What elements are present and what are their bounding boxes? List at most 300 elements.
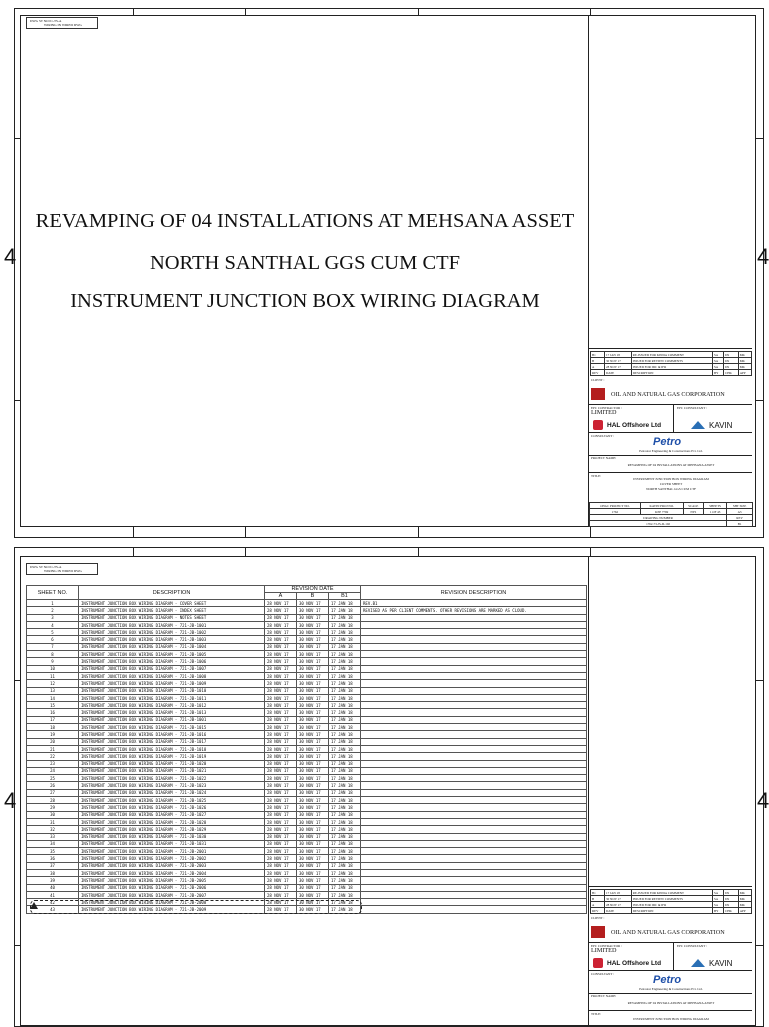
rev-b-date-cell: 30 NOV 17: [297, 738, 329, 745]
revision-note-cell: [361, 731, 587, 738]
rev-b1-date-cell: 17 JAN 18: [329, 797, 361, 804]
revision-note-cell: [361, 906, 587, 913]
rev-b1-date-cell: 17 JAN 18: [329, 884, 361, 891]
rev-b1-date-cell: 17 JAN 18: [329, 906, 361, 913]
rev-b1-date-cell: 17 JAN 18: [329, 745, 361, 752]
description-header: DESCRIPTION: [79, 586, 265, 600]
revision-by-header: BY: [713, 370, 724, 376]
revision-app-header: APP: [738, 908, 751, 914]
revision-rev-cell: B: [591, 358, 605, 364]
rev-b-date-cell: 30 NOV 17: [297, 869, 329, 876]
hal-logo-icon: [593, 958, 603, 968]
sheet-no-cell: 11: [27, 672, 79, 679]
sheet-no-header: SHEET NO.: [27, 586, 79, 600]
rev-a-date-cell: 28 NOV 17: [265, 782, 297, 789]
revision-note-cell: [361, 789, 587, 796]
rev-b1-date-cell: 17 JAN 18: [329, 877, 361, 884]
zone-tick: [14, 945, 20, 946]
rev-b1-date-cell: 17 JAN 18: [329, 753, 361, 760]
revision-note-cell: [361, 891, 587, 898]
rev-a-date-cell: 28 NOV 17: [265, 760, 297, 767]
revision-note-cell: [361, 760, 587, 767]
rev-b1-date-cell: 17 JAN 18: [329, 811, 361, 818]
table-row: [27, 884, 587, 891]
revision-app-cell: MK: [738, 902, 751, 908]
divider: [589, 942, 752, 943]
rev-header: REV: [727, 515, 753, 521]
drawing-title: INSTRUMENT JUNCTION BOX WIRING DIAGRAM: [633, 477, 709, 481]
rev-value: B1: [727, 521, 753, 527]
description-cell: INSTRUMENT JUNCTION BOX WIRING DIAGRAM - 721-JB-1025: [79, 797, 265, 804]
rev-b1-date-cell: 17 JAN 18: [329, 724, 361, 731]
sheet-no-cell: 27: [27, 789, 79, 796]
sheet-no-cell: 41: [27, 891, 79, 898]
table-row: [27, 848, 587, 855]
rev-b-date-cell: 30 NOV 17: [297, 826, 329, 833]
table-row: [27, 855, 587, 862]
rev-b-date-cell: 30 NOV 17: [297, 716, 329, 723]
sheet-no-cell: 19: [27, 731, 79, 738]
client-name: OIL AND NATURAL GAS CORPORATION LIMITED: [591, 390, 725, 416]
consultant-name: KAVIN: [709, 958, 733, 968]
sheet-no-cell: 16: [27, 709, 79, 716]
consultant-label: CONSULTANT :: [591, 972, 615, 976]
revision-note-cell: [361, 738, 587, 745]
table-row: [27, 694, 587, 701]
rev-a-date-cell: 28 NOV 17: [265, 826, 297, 833]
revision-by-cell: SA: [713, 896, 724, 902]
rev-b-date-cell: 30 NOV 17: [297, 891, 329, 898]
revision-date-header: REVISION DATE: [265, 586, 361, 593]
rev-b1-date-cell: 17 JAN 18: [329, 818, 361, 825]
table-row: [27, 775, 587, 782]
rev-b1-date-cell: 17 JAN 18: [329, 840, 361, 847]
rev-a-date-cell: 28 NOV 17: [265, 869, 297, 876]
revision-note-cell: [361, 848, 587, 855]
zone-tick: [245, 527, 246, 538]
description-cell: INSTRUMENT JUNCTION BOX WIRING DIAGRAM - 721-JB-2006: [79, 884, 265, 891]
drawing-location: NORTH SANTHAL GGS CUM CTF: [646, 487, 696, 491]
table-row: [27, 767, 587, 774]
revision-chk-cell: DS: [724, 358, 739, 364]
divider: [589, 348, 752, 349]
rev-b1-date-cell: 17 JAN 18: [329, 694, 361, 701]
rev-a-date-cell: 28 NOV 17: [265, 643, 297, 650]
rev-a-date-cell: 28 NOV 17: [265, 709, 297, 716]
rev-a-date-cell: 28 NOV 17: [265, 877, 297, 884]
sheet-no-cell: 31: [27, 818, 79, 825]
table-row: [27, 782, 587, 789]
revision-note-cell: [361, 862, 587, 869]
revision-note-cell: [361, 833, 587, 840]
sheets-value: 1 OF 43: [704, 509, 727, 515]
rev-b-date-cell: 30 NOV 17: [297, 862, 329, 869]
scale-value: NTS: [683, 509, 704, 515]
table-row: [27, 760, 587, 767]
description-cell: INSTRUMENT JUNCTION BOX WIRING DIAGRAM - 721-JB-1012: [79, 702, 265, 709]
sheet-no-cell: 3: [27, 614, 79, 621]
revision-rev-cell: B1: [591, 890, 605, 896]
revision-desc-cell: RE-ISSUED FOR KINDA COMMENT: [631, 352, 712, 358]
description-cell: INSTRUMENT JUNCTION BOX WIRING DIAGRAM - 721-JB-1005: [79, 651, 265, 658]
rev-b1-date-cell: 17 JAN 18: [329, 687, 361, 694]
rev-a-date-cell: 28 NOV 17: [265, 753, 297, 760]
zone-tick: [133, 8, 134, 15]
revision-note-cell: [361, 687, 587, 694]
rev-b-header: B: [297, 593, 329, 600]
hal-logo-icon: [593, 420, 603, 430]
description-cell: INSTRUMENT JUNCTION BOX WIRING DIAGRAM - 721-JB-2001: [79, 848, 265, 855]
description-cell: INSTRUMENT JUNCTION BOX WIRING DIAGRAM - 721-JB-1010: [79, 687, 265, 694]
rev-b-date-cell: 30 NOV 17: [297, 614, 329, 621]
description-cell: INSTRUMENT JUNCTION BOX WIRING DIAGRAM - 721-JB-2004: [79, 869, 265, 876]
table-row: [27, 862, 587, 869]
description-cell: INSTRUMENT JUNCTION BOX WIRING DIAGRAM - 721-JB-1009: [79, 680, 265, 687]
table-row: [27, 680, 587, 687]
revision-note-cell: REV.B1: [361, 600, 587, 607]
rev-a-date-cell: 28 NOV 17: [265, 621, 297, 628]
zone-tick: [418, 527, 419, 538]
divider: [589, 432, 752, 433]
table-row: [27, 738, 587, 745]
rev-a-date-cell: 28 NOV 17: [265, 855, 297, 862]
table-row: [27, 891, 587, 898]
rev-b1-date-cell: 17 JAN 18: [329, 636, 361, 643]
revision-note-cell: [361, 636, 587, 643]
description-cell: INSTRUMENT JUNCTION BOX WIRING DIAGRAM - 721-JB-1024: [79, 789, 265, 796]
cover-title-line3: INSTRUMENT JUNCTION BOX WIRING DIAGRAM: [70, 290, 540, 312]
revision-note-cell: [361, 804, 587, 811]
sheet-no-cell: 33: [27, 833, 79, 840]
drawing-title: INSTRUMENT JUNCTION BOX WIRING DIAGRAM: [633, 1017, 709, 1021]
sheet-no-cell: 24: [27, 767, 79, 774]
revision-chk-cell: DS: [724, 352, 739, 358]
rev-b1-date-cell: 17 JAN 18: [329, 665, 361, 672]
rev-b-date-cell: 30 NOV 17: [297, 672, 329, 679]
table-row: [27, 869, 587, 876]
rev-b1-date-cell: 17 JAN 18: [329, 848, 361, 855]
rev-b1-date-cell: 17 JAN 18: [329, 716, 361, 723]
revision-rev-header: REV: [591, 370, 605, 376]
revision-date-cell: 17 JAN 18: [605, 352, 632, 358]
rev-a-date-cell: 28 NOV 17: [265, 665, 297, 672]
rev-a-date-cell: 28 NOV 17: [265, 797, 297, 804]
sheet-no-cell: 26: [27, 782, 79, 789]
rev-b1-date-cell: 17 JAN 18: [329, 789, 361, 796]
table-row: [27, 651, 587, 658]
description-cell: INSTRUMENT JUNCTION BOX WIRING DIAGRAM - 721-JB-1030: [79, 833, 265, 840]
rev-b-date-cell: 30 NOV 17: [297, 775, 329, 782]
sheet-no-cell: 22: [27, 753, 79, 760]
description-cell: INSTRUMENT JUNCTION BOX WIRING DIAGRAM - 721-JB-2009: [79, 906, 265, 913]
zone-mark: 4: [757, 788, 769, 813]
revision-by-cell: SA: [713, 364, 724, 370]
revision-header-row: [591, 370, 752, 376]
scale-header: SCALE: [683, 503, 704, 509]
rev-a-date-cell: 28 NOV 17: [265, 687, 297, 694]
revision-header-row: [591, 908, 752, 914]
epc-divider: [673, 404, 674, 432]
rev-b1-date-cell: 17 JAN 18: [329, 767, 361, 774]
revision-date-cell: 17 JAN 18: [605, 890, 632, 896]
revision-note-cell: [361, 621, 587, 628]
client-name: OIL AND NATURAL GAS CORPORATION LIMITED: [591, 928, 725, 954]
sheet-no-cell: 17: [27, 716, 79, 723]
sheet-no-cell: 36: [27, 855, 79, 862]
table-row: [27, 840, 587, 847]
revision-by-cell: SA: [713, 352, 724, 358]
rev-b-date-cell: 30 NOV 17: [297, 804, 329, 811]
rev-a-date-cell: 28 NOV 17: [265, 891, 297, 898]
rev-a-date-cell: 28 NOV 17: [265, 614, 297, 621]
rev-b-date-cell: 30 NOV 17: [297, 753, 329, 760]
zone-mark: 4: [4, 788, 17, 813]
rev-b1-date-cell: 17 JAN 18: [329, 891, 361, 898]
petro-subtitle: Petrostar Engineering & Constructions Pvt. Ltd.: [639, 449, 703, 453]
rev-b1-date-cell: 17 JAN 18: [329, 775, 361, 782]
divider: [589, 1010, 752, 1011]
rev-b1-date-cell: 17 JAN 18: [329, 680, 361, 687]
revision-note-cell: [361, 702, 587, 709]
revision-rev-cell: B1: [591, 352, 605, 358]
rev-b1-date-cell: 17 JAN 18: [329, 782, 361, 789]
rev-b-date-cell: 30 NOV 17: [297, 833, 329, 840]
sheet-no-cell: 42: [27, 899, 79, 906]
revision-note-cell: [361, 651, 587, 658]
cover-title-line1: REVAMPING OF 04 INSTALLATIONS AT MEHSANA ASSET: [35, 210, 575, 232]
kavin-logo-icon: [691, 959, 705, 967]
revision-note-cell: [361, 629, 587, 636]
rev-b1-date-cell: 17 JAN 18: [329, 738, 361, 745]
description-cell: INSTRUMENT JUNCTION BOX WIRING DIAGRAM - 721-JB-1023: [79, 782, 265, 789]
revision-note-cell: [361, 709, 587, 716]
table-row: [27, 614, 587, 621]
sheet-no-cell: 8: [27, 651, 79, 658]
revision-note-cell: [361, 694, 587, 701]
revision-note-cell: [361, 826, 587, 833]
zone-tick: [133, 547, 134, 556]
stamp-line: DWG ST NO 01-TS-A: [30, 19, 62, 23]
revision-desc-cell: ISSUED FOR REVIEW COMMENTS: [631, 896, 712, 902]
rev-a-date-cell: 28 NOV 17: [265, 818, 297, 825]
rev-b-date-cell: 30 NOV 17: [297, 899, 329, 906]
revision-note-cell: [361, 753, 587, 760]
revision-app-header: APP: [738, 370, 751, 376]
sheet-no-cell: 20: [27, 738, 79, 745]
zone-tick: [14, 138, 20, 139]
rev-b1-date-cell: 17 JAN 18: [329, 804, 361, 811]
rev-b-date-cell: 30 NOV 17: [297, 702, 329, 709]
description-cell: INSTRUMENT JUNCTION BOX WIRING DIAGRAM - 721-JB-1022: [79, 775, 265, 782]
zone-tick: [418, 547, 419, 556]
description-cell: INSTRUMENT JUNCTION BOX WIRING DIAGRAM - 721-JB-1029: [79, 826, 265, 833]
rev-b-date-cell: 30 NOV 17: [297, 600, 329, 607]
description-cell: INSTRUMENT JUNCTION BOX WIRING DIAGRAM - 721-JB-2002: [79, 855, 265, 862]
revision-note-cell: [361, 665, 587, 672]
sheet-no-cell: 40: [27, 884, 79, 891]
rev-a-date-cell: 28 NOV 17: [265, 636, 297, 643]
description-cell: INSTRUMENT JUNCTION BOX WIRING DIAGRAM - 721-JB-1021: [79, 767, 265, 774]
revision-by-cell: SA: [713, 902, 724, 908]
zone-tick: [245, 547, 246, 556]
description-cell: INSTRUMENT JUNCTION BOX WIRING DIAGRAM - 721-JB-1013: [79, 709, 265, 716]
revision-note-cell: [361, 643, 587, 650]
rev-b1-date-cell: 17 JAN 18: [329, 614, 361, 621]
revision-note-cell: [361, 797, 587, 804]
table-row: [27, 600, 587, 607]
divider: [589, 404, 752, 405]
revision-note-cell: [361, 775, 587, 782]
rev-a-date-cell: 28 NOV 17: [265, 629, 297, 636]
rev-b-date-cell: 30 NOV 17: [297, 724, 329, 731]
zone-tick: [14, 400, 20, 401]
rev-b-date-cell: 30 NOV 17: [297, 621, 329, 628]
description-cell: INSTRUMENT JUNCTION BOX WIRING DIAGRAM - 721-JB-1001: [79, 716, 265, 723]
drawing-stamp: [26, 17, 98, 29]
revision-note-cell: [361, 855, 587, 862]
revision-app-cell: MK: [738, 352, 751, 358]
description-cell: INSTRUMENT JUNCTION BOX WIRING DIAGRAM - 721-JB-1020: [79, 760, 265, 767]
revision-chk-cell: DS: [724, 364, 739, 370]
rev-b-date-cell: 30 NOV 17: [297, 629, 329, 636]
sheet-no-cell: 23: [27, 760, 79, 767]
epc-label: EPC CONTRACTOR :: [591, 406, 622, 410]
revision-desc-cell: RE-ISSUED FOR KINDA COMMENT: [631, 890, 712, 896]
rev-a-date-cell: 28 NOV 17: [265, 899, 297, 906]
revision-rev-cell: A: [591, 902, 605, 908]
divider: [589, 472, 752, 473]
description-cell: INSTRUMENT JUNCTION BOX WIRING DIAGRAM - 721-JB-1015: [79, 724, 265, 731]
sheet-no-cell: 43: [27, 906, 79, 913]
zone-tick: [590, 8, 591, 15]
description-cell: INSTRUMENT JUNCTION BOX WIRING DIAGRAM - 721-JB-1027: [79, 811, 265, 818]
rev-b1-date-cell: 17 JAN 18: [329, 731, 361, 738]
revision-chk-header: CHK: [724, 908, 739, 914]
description-cell: INSTRUMENT JUNCTION BOX WIRING DIAGRAM - 721-JB-1028: [79, 818, 265, 825]
rev-b1-date-cell: 17 JAN 18: [329, 672, 361, 679]
description-cell: INSTRUMENT JUNCTION BOX WIRING DIAGRAM - 721-JB-1026: [79, 804, 265, 811]
revision-desc-cell: ISSUED FOR IDC & IFR: [631, 364, 712, 370]
rev-b1-date-cell: 17 JAN 18: [329, 621, 361, 628]
petro-logo: Petro: [653, 436, 682, 448]
sheet-no-cell: 39: [27, 877, 79, 884]
sheet-no-cell: 9: [27, 658, 79, 665]
zone-tick: [133, 527, 134, 538]
sheet-no-cell: 15: [27, 702, 79, 709]
description-cell: INSTRUMENT JUNCTION BOX WIRING DIAGRAM - 721-JB-1018: [79, 745, 265, 752]
revision-note-cell: [361, 672, 587, 679]
sheet-no-cell: 1: [27, 600, 79, 607]
description-cell: INSTRUMENT JUNCTION BOX WIRING DIAGRAM - 721-JB-1003: [79, 636, 265, 643]
revision-date-cell: 30 NOV 17: [605, 896, 632, 902]
sheet-no-cell: 2: [27, 607, 79, 614]
zone-tick: [418, 8, 419, 15]
table-row: [27, 789, 587, 796]
kavin-project-no-header: KAVIN PROJ NO.: [640, 503, 683, 509]
rev-b-date-cell: 30 NOV 17: [297, 789, 329, 796]
drawing-stamp: [26, 563, 98, 575]
sheet-no-cell: 12: [27, 680, 79, 687]
revision-note-cell: [361, 614, 587, 621]
sheet-no-cell: 37: [27, 862, 79, 869]
revision-note-cell: [361, 680, 587, 687]
sheet-no-cell: 34: [27, 840, 79, 847]
zone-tick: [756, 138, 764, 139]
revision-rev-header: REV: [591, 908, 605, 914]
revision-note-cell: [361, 877, 587, 884]
title-label: TITLE:: [591, 1012, 602, 1016]
sheet-size-value: A3: [727, 509, 753, 515]
table-row: [27, 811, 587, 818]
rev-b-date-cell: 30 NOV 17: [297, 745, 329, 752]
rev-a-date-cell: 28 NOV 17: [265, 680, 297, 687]
project-name: REVAMPING OF 04 INSTALLATIONS AT MEHSANA ASSET: [627, 463, 715, 467]
cover-title-line2: NORTH SANTHAL GGS CUM CTF: [149, 252, 461, 274]
zone-mark: 4: [757, 244, 769, 269]
ongc-project-no-header: ONGC PROJECT NO.: [590, 503, 641, 509]
stamp-line: DWG ST NO 01-TS-A: [30, 565, 62, 569]
sheet-no-cell: 32: [27, 826, 79, 833]
table-row: [27, 745, 587, 752]
title-block: [588, 556, 752, 1026]
sheet-no-cell: 10: [27, 665, 79, 672]
table-row: [27, 877, 587, 884]
project-number-table: [589, 502, 753, 527]
rev-b-date-cell: 30 NOV 17: [297, 607, 329, 614]
description-cell: INSTRUMENT JUNCTION BOX WIRING DIAGRAM - 721-JB-2003: [79, 862, 265, 869]
sheet-no-cell: 4: [27, 621, 79, 628]
revision-note-cell: [361, 840, 587, 847]
table-row: [27, 716, 587, 723]
rev-a-date-cell: 28 NOV 17: [265, 862, 297, 869]
revision-chk-cell: DS: [724, 890, 739, 896]
rev-a-date-cell: 28 NOV 17: [265, 672, 297, 679]
sheets-header: SHEETS: [704, 503, 727, 509]
table-row: [27, 709, 587, 716]
revision-desc-header: DESCRIPTION: [631, 370, 712, 376]
zone-tick: [590, 547, 591, 556]
rev-b-date-cell: 30 NOV 17: [297, 665, 329, 672]
rev-a-date-cell: 28 NOV 17: [265, 658, 297, 665]
revision-app-cell: MK: [738, 358, 751, 364]
revision-chk-cell: DS: [724, 902, 739, 908]
sheet-no-cell: 14: [27, 694, 79, 701]
description-cell: INSTRUMENT JUNCTION BOX WIRING DIAGRAM - COVER SHEET: [79, 600, 265, 607]
table-row: [27, 636, 587, 643]
rev-a-date-cell: 28 NOV 17: [265, 731, 297, 738]
rev-b-date-cell: 30 NOV 17: [297, 767, 329, 774]
zone-tick: [14, 680, 20, 681]
sheet-no-cell: 5: [27, 629, 79, 636]
rev-a-date-cell: 28 NOV 17: [265, 833, 297, 840]
kavin-project-no: KEP 7769: [640, 509, 683, 515]
rev-a-date-cell: 28 NOV 17: [265, 724, 297, 731]
rev-b1-date-cell: 17 JAN 18: [329, 709, 361, 716]
revision-by-cell: SA: [713, 890, 724, 896]
rev-a-date-cell: 28 NOV 17: [265, 745, 297, 752]
kavin-logo-icon: [691, 421, 705, 429]
rev-b1-date-cell: 17 JAN 18: [329, 899, 361, 906]
ongc-logo-icon: [591, 388, 605, 400]
rev-a-date-cell: 28 NOV 17: [265, 884, 297, 891]
rev-a-date-cell: 28 NOV 17: [265, 804, 297, 811]
rev-b-date-cell: 30 NOV 17: [297, 811, 329, 818]
stamp-line: WIRING IN WIRED DWG: [44, 569, 82, 573]
rev-a-date-cell: 28 NOV 17: [265, 738, 297, 745]
sheet-no-cell: 38: [27, 869, 79, 876]
rev-b1-date-cell: 17 JAN 18: [329, 643, 361, 650]
rev-b-date-cell: 30 NOV 17: [297, 884, 329, 891]
